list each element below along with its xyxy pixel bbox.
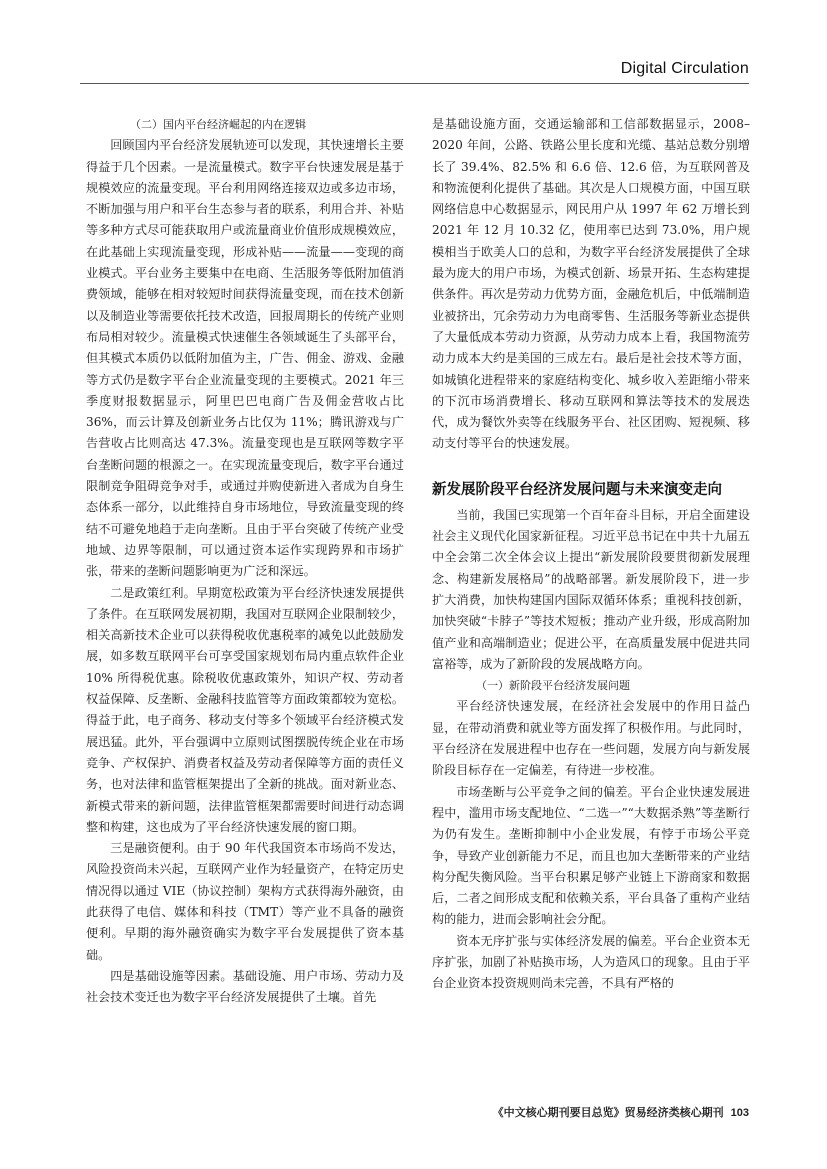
- page-number: 103: [730, 1107, 749, 1119]
- section-title: 新发展阶段平台经济发展问题与未来演变走向: [432, 481, 722, 498]
- right-paragraph-2: 市场垄断与公平竞争之间的偏差。平台企业快速发展进程中，滥用市场支配地位、“二选一”“大数据杀熟”等垄断行为仍有发生。垄断抑制中小企业发展，有悖于市场公平竞争，导致产业创新能力不足，而且也加大垄断带来的产业结构分配失衡风险。当平台积累足够产业链上下游商家和数据后，二者之间形成支配和依赖关系，平台具备了重构产业结构的能力，进而会影响社会分配。: [432, 784, 750, 927]
- right-intro-paragraph: 当前，我国已实现第一个百年奋斗目标，开启全面建设社会主义现代化国家新征程。习近平总书记在中共十九届五中全会第二次全体会议上提出“新发展阶段要贯彻新发展理念、构建新发展格局”的战略部署。新发展阶段下，进一步扩大消费，加快构建国内国际双循环体系；重视科技创新，加快突破“卡脖子”等技术短板；推动产业升级，形成高附加值产业和高端制造业；促进公平，在高质量发展中促进共同富裕等，成为了新阶段的发展战略方向。: [432, 507, 750, 671]
- page-footer: [493, 1104, 749, 1120]
- left-subheading: （二）国内平台经济崛起的内在逻辑: [130, 118, 306, 131]
- right-paragraph-1: 平台经济快速发展，在经济社会发展中的作用日益凸显，在带动消费和就业等方面发挥了积极作用。与此同时，平台经济在发展进程中也存在一些问题，发展方向与新发展阶段目标存在一定偏差，有待进一步校准。: [432, 699, 750, 778]
- header-title: Digital Circulation: [620, 60, 749, 77]
- footer-journal: 《中文核心期刊要目总览》贸易经济类核心期刊: [492, 1107, 724, 1119]
- right-column: [432, 114, 750, 995]
- left-paragraph-1: 回顾国内平台经济发展轨迹可以发现，其快速增长主要得益于几个因素。一是流量模式。数字平台快速发展是基于规模效应的流量变现。平台利用网络连接双边或多边市场，不断加强与用户和平台生态参与者的联系，利用合并、补贴等多种方式尽可能获取用户或流量商业价值形成规模效应，在此基础上实现流量变现，形成补贴——流量——变现的商业模式。平台业务主要集中在电商、生活服务等低附加值消费领域，能够在相对较短时间获得流量变现，而在技术创新以及制造业等需要依托技术改造，回报周期长的传统产业则布局相对较少。流量模式快速催生各领域诞生了头部平台，但其模式本质仍以低附加值为主，广告、佣金、游戏、金融等方式仍是数字平台企业流量变现的主要模式。2021 年三季度财报数据显示，阿里巴巴电商广告及佣金营收占比 36%，而云计算及创新业务占比仅为 11%；腾讯游戏与广告营收占比则高达 47.3%。流量变现也是互联网等数字平台垄断问题的根源之一。在实现流量变现后，数字平台通过限制竞争阻碍竞争对手，或通过并购使新进入者成为自身生态体系一部分，以此维持自身市场地位，导致流量变现的终结不可避免地趋于走向垄断。且由于平台突破了传统产业受地域、边界等限制，可以通过资本运作实现跨界和市场扩张，带来的垄断问题影响更为广泛和深远。: [86, 138, 404, 579]
- left-paragraph-4: 四是基础设施等因素。基础设施、用户市场、劳动力及社会技术变迁也为数字平台经济发展提供了土壤。首先: [86, 968, 404, 1005]
- right-continued-paragraph: 是基础设施方面，交通运输部和工信部数据显示，2008–2020 年间，公路、铁路公里长度和光缆、基站总数分别增长了 39.4%、82.5% 和 6.6 倍、12.6 倍，为互联网普及和物流便利化提供了基础。其次是人口规模方面，中国互联网络信息中心数据显示，网民用户从 1997 年 62 万增长到 2021 年 12 月 10.32 亿，使用率已达到 73.0%，用户规模相当于欧美人口的总和，为数字平台经济发展提供了全球最为庞大的用户市场，为模式创新、场景开拓、生态构建提供条件。再次是劳动力优势方面，金融危机后，中低端制造业被挤出，冗余劳动力为电商零售、生活服务等新业态提供了大量低成本劳动力资源，从劳动力成本上看，我国物流劳动力成本大约是美国的三成左右。最后是社会技术等方面，如城镇化进程带来的家庭结构变化、城乡收入差距缩小带来的下沉市场消费增长、移动互联网和算法等技术的发展迭代，成为餐饮外卖等在线服务平台、社区团购、短视频、移动支付等平台的快速发展。: [432, 117, 750, 451]
- header-rule: [80, 83, 749, 84]
- right-subheading: （一）新阶段平台经济发展问题: [476, 679, 630, 693]
- left-paragraph-2: 二是政策红利。早期宽松政策为平台经济快速发展提供了条件。在互联网发展初期，我国对互联网企业限制较少，相关高新技术企业可以获得税收优惠税率的减免以此鼓励发展，如多数互联网平台可享受国家规划布局内重点软件企业 10% 所得税优惠。除税收优惠政策外，知识产权、劳动者权益保障、反垄断、金融科技监管等方面政策都较为宽松。得益于此，电子商务、移动支付等多个领域平台经济模式发展迅猛。此外，平台强调中立原则试图摆脱传统企业在市场竞争、产权保护、消费者权益及劳动者保障等方面的责任义务，也对法律和监管框架提出了全新的挑战。面对新业态、新模式带来的新问题，法律监管框架都需要时间进行动态调整和构建，这也成为了平台经济快速发展的窗口期。: [86, 585, 404, 834]
- right-paragraph-3: 资本无序扩张与实体经济发展的偏差。平台企业资本无序扩张，加剧了补贴换市场，人为造风口的现象。且由于平台企业资本投资规则尚未完善，不具有严格的: [432, 933, 750, 991]
- left-paragraph-3: 三是融资便利。由于 90 年代我国资本市场尚不发达，风险投资尚未兴起，互联网产业作为轻量资产，在特定历史情况得以通过 VIE（协议控制）架构方式获得海外融资，由此获得了电信、媒体和科技（TMT）等产业不具备的融资便利。早期的海外融资确实为数字平台发展提供了资本基础。: [86, 841, 404, 962]
- left-column: [86, 114, 404, 1008]
